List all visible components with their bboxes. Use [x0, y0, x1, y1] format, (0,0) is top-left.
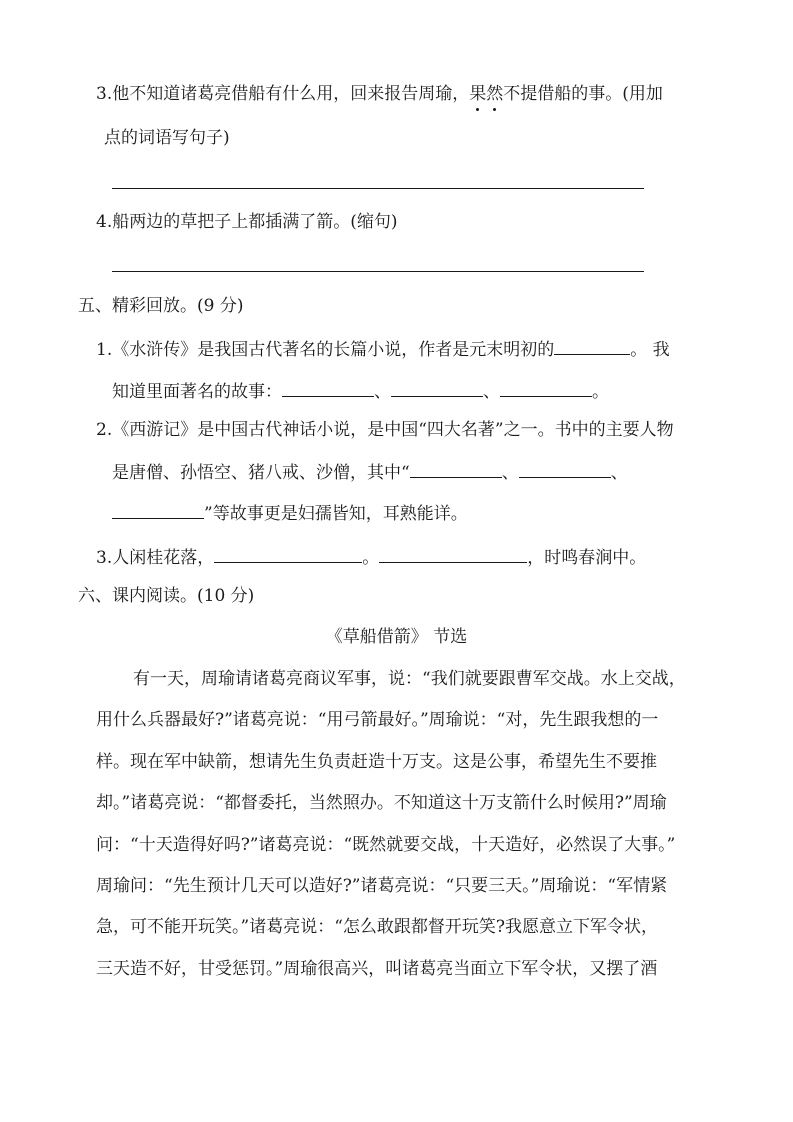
- passage-line: 问：“十天造得好吗?”诸葛亮说：“既然就要交战，十天造好，必然误了大事。”: [96, 835, 676, 855]
- passage-line: 却。”诸葛亮说：“都督委托，当然照办。不知道这十万支箭什么时候用?”周瑜: [96, 793, 667, 813]
- s5-item1-part2: 。 我: [630, 340, 670, 360]
- s5-item2-suffix: ”等故事更是妇孺皆知，耳熟能详。: [204, 504, 468, 524]
- xiyouji-blank-2[interactable]: [519, 459, 611, 478]
- section5-heading: 五、精彩回放。(9 分): [78, 296, 244, 316]
- q4-line: [96, 210, 398, 234]
- passage-title: 《草船借箭》 节选: [325, 627, 468, 647]
- q4-answer-line[interactable]: [112, 271, 644, 272]
- q4-text: 船两边的草把子上都插满了箭。(缩句): [112, 212, 398, 232]
- q3-text-before: 他不知道诸葛亮借船有什么用，回来报告周瑜，: [112, 84, 470, 104]
- section6-heading: 六、课内阅读。(10 分): [78, 586, 255, 606]
- s5-item2-line1: 2.《西游记》是中国古代神话小说，是中国“四大名著”之一。书中的主要人物: [96, 420, 674, 440]
- separator: 、: [374, 382, 391, 402]
- q3-dotted-char-1: 果: [469, 84, 487, 104]
- q3-text-after: 不提借船的事。(用加: [503, 84, 663, 104]
- passage-line: 有一天，周瑜请诸葛亮商议军事，说：“我们就要跟曹军交战。水上交战，: [133, 669, 686, 689]
- s5-item1-prefix: 知道里面著名的故事：: [112, 382, 282, 402]
- s5-item3-prefix: 3.人闲桂花落，: [96, 548, 215, 568]
- xiyouji-blank-3[interactable]: [112, 500, 204, 519]
- q3-dotted-char-2: 然: [486, 84, 504, 104]
- poem-blank-2[interactable]: [379, 544, 527, 563]
- separator: 、: [483, 382, 500, 402]
- s5-item1-line1: [96, 336, 670, 360]
- s5-item3-line: [96, 544, 646, 568]
- passage-line: 周瑜问：“先生预计几天可以造好?”诸葛亮说：“只要三天。”周瑜说：“军情紧: [96, 876, 668, 896]
- s5-item3-suffix: ，时鸣春涧中。: [527, 548, 647, 568]
- passage-line: 急，可不能开玩笑。”诸葛亮说：“怎么敢跟都督开玩笑?我愿意立下军令状，: [96, 917, 658, 937]
- separator: 、: [610, 463, 628, 483]
- xiyouji-blank-1[interactable]: [410, 459, 502, 478]
- s5-item2-prefix: 是唐僧、孙悟空、猪八戒、沙僧，其中“: [112, 463, 410, 483]
- passage-line: 样。现在军中缺箭，想请先生负责赶造十万支。这是公事，希望先生不要推: [96, 752, 657, 772]
- separator: 、: [501, 463, 519, 483]
- q3-line2: 点的词语写句子): [104, 128, 230, 148]
- story-blank-3[interactable]: [500, 378, 592, 397]
- story-blank-1[interactable]: [282, 378, 374, 397]
- story-blank-2[interactable]: [391, 378, 483, 397]
- q3-number: 3.: [96, 84, 113, 104]
- s5-item2-line2: [112, 459, 628, 483]
- q3-answer-line[interactable]: [112, 188, 644, 189]
- poem-blank-1[interactable]: [214, 544, 362, 563]
- passage-line: 三天造不好，甘受惩罚。”周瑜很高兴，叫诸葛亮当面立下军令状，又摆了酒: [96, 959, 658, 979]
- passage-line: 用什么兵器最好?”诸葛亮说：“用弓箭最好。”周瑜说：“对，先生跟我想的一: [96, 710, 659, 730]
- s5-item2-line3: [112, 500, 468, 524]
- s5-item1-line2: [112, 378, 609, 402]
- s5-item1-part1: 1.《水浒传》是我国古代著名的长篇小说，作者是元末明初的: [96, 340, 555, 360]
- q4-number: 4.: [96, 212, 113, 232]
- author-blank[interactable]: [554, 336, 630, 355]
- s5-item3-mid: 。: [362, 548, 380, 568]
- q3-line1: [96, 82, 663, 106]
- s5-item1-end: 。: [592, 382, 609, 402]
